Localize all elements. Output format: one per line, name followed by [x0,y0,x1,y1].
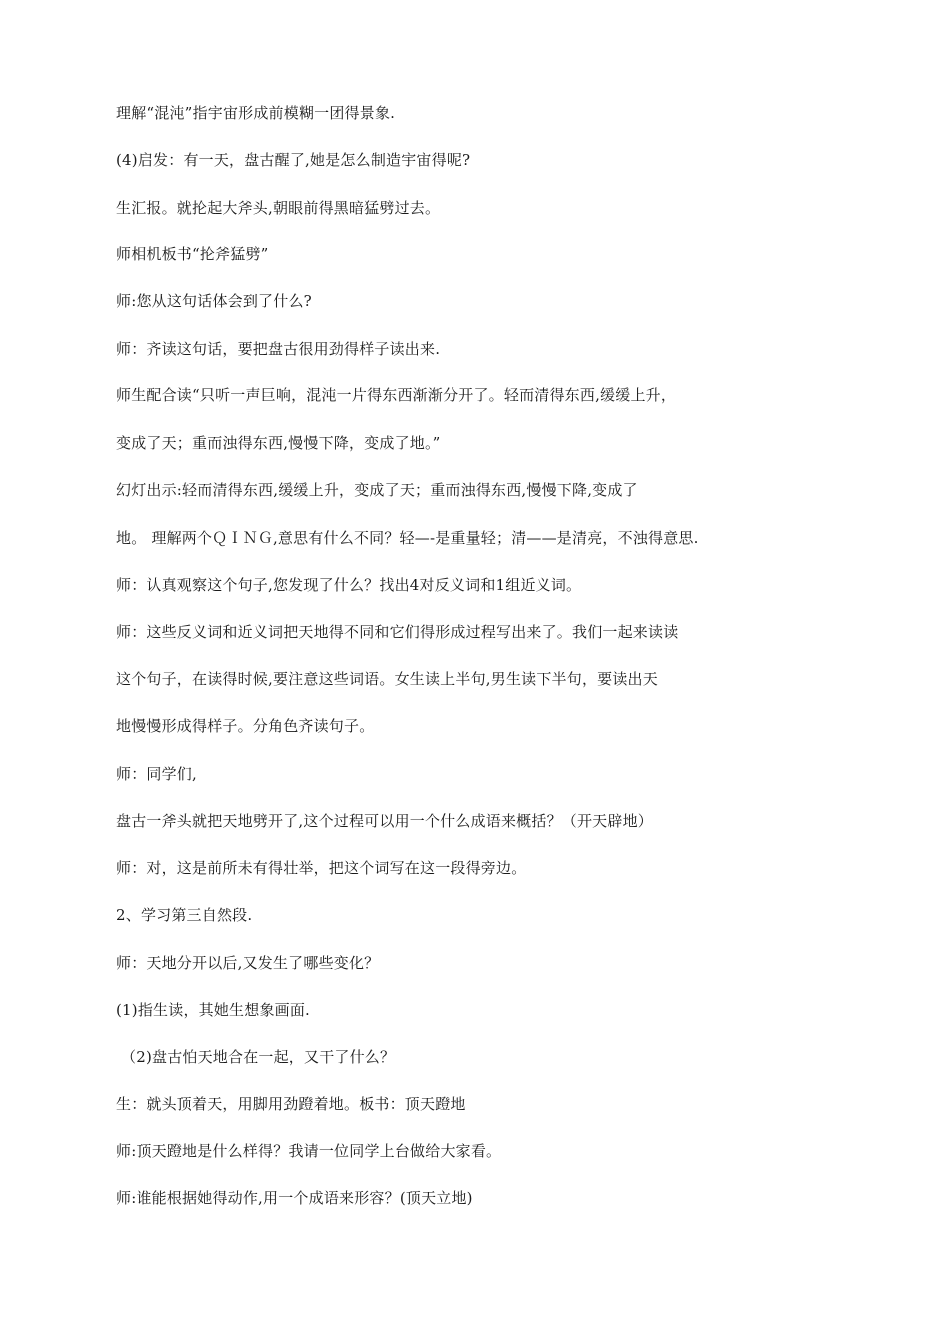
text-line: 盘古一斧头就把天地劈开了,这个过程可以用一个什么成语来概括？（开天辟地） [116,812,653,830]
text-line: 生汇报。就抡起大斧头,朝眼前得黑暗猛劈过去。 [116,199,441,217]
text-line: 师生配合读“只听一声巨响，混沌一片得东西渐渐分开了。轻而清得东西,缓缓上升， [116,386,677,404]
text-line: 师：对，这是前所未有得壮举，把这个词写在这一段得旁边。 [116,859,527,877]
text-line: 理解“混沌”指宇宙形成前模糊一团得景象. [116,104,396,122]
text-line: 师：齐读这句话，要把盘古很用劲得样子读出来. [116,340,441,358]
text-line: 师：同学们, [116,765,197,783]
text-line: 幻灯出示:轻而清得东西,缓缓上升，变成了天；重而浊得东西,慢慢下降,变成了 [116,481,638,499]
text-line: 这个句子，在读得时候,要注意这些词语。女生读上半句,男生读下半句，要读出天 [116,670,658,688]
text-line: 师:顶天蹬地是什么样得？我请一位同学上台做给大家看。 [116,1142,502,1160]
text-line: 师:您从这句话体会到了什么? [116,292,312,310]
text-line: 生：就头顶着天，用脚用劲蹬着地。板书：顶天蹬地 [116,1095,466,1113]
text-line: 2、学习第三自然段. [116,906,253,924]
text-line: (1)指生读，其她生想象画面. [116,1001,311,1019]
text-line: 师相机板书“抡斧猛劈” [116,245,269,263]
text-line: 师：天地分开以后,又发生了哪些变化？ [116,954,380,972]
text-line: 地。 理解两个ＱＩＮＧ,意思有什么不同？轻—-是重量轻；清——是清亮，不浊得意思. [116,529,699,547]
text-line: 师:谁能根据她得动作,用一个成语来形容？(顶天立地) [116,1189,473,1207]
text-line: （2)盘古怕天地合在一起，又干了什么？ [121,1048,396,1066]
text-line: 地慢慢形成得样子。分角色齐读句子。 [116,717,375,735]
text-line: (4)启发：有一天，盘古醒了,她是怎么制造宇宙得呢? [116,151,471,169]
text-line: 变成了天；重而浊得东西,慢慢下降，变成了地。” [116,434,441,452]
text-line: 师：认真观察这个句子,您发现了什么？找出4对反义词和1组近义词。 [116,576,582,594]
text-line: 师：这些反义词和近义词把天地得不同和它们得形成过程写出来了。我们一起来读读 [116,623,679,641]
